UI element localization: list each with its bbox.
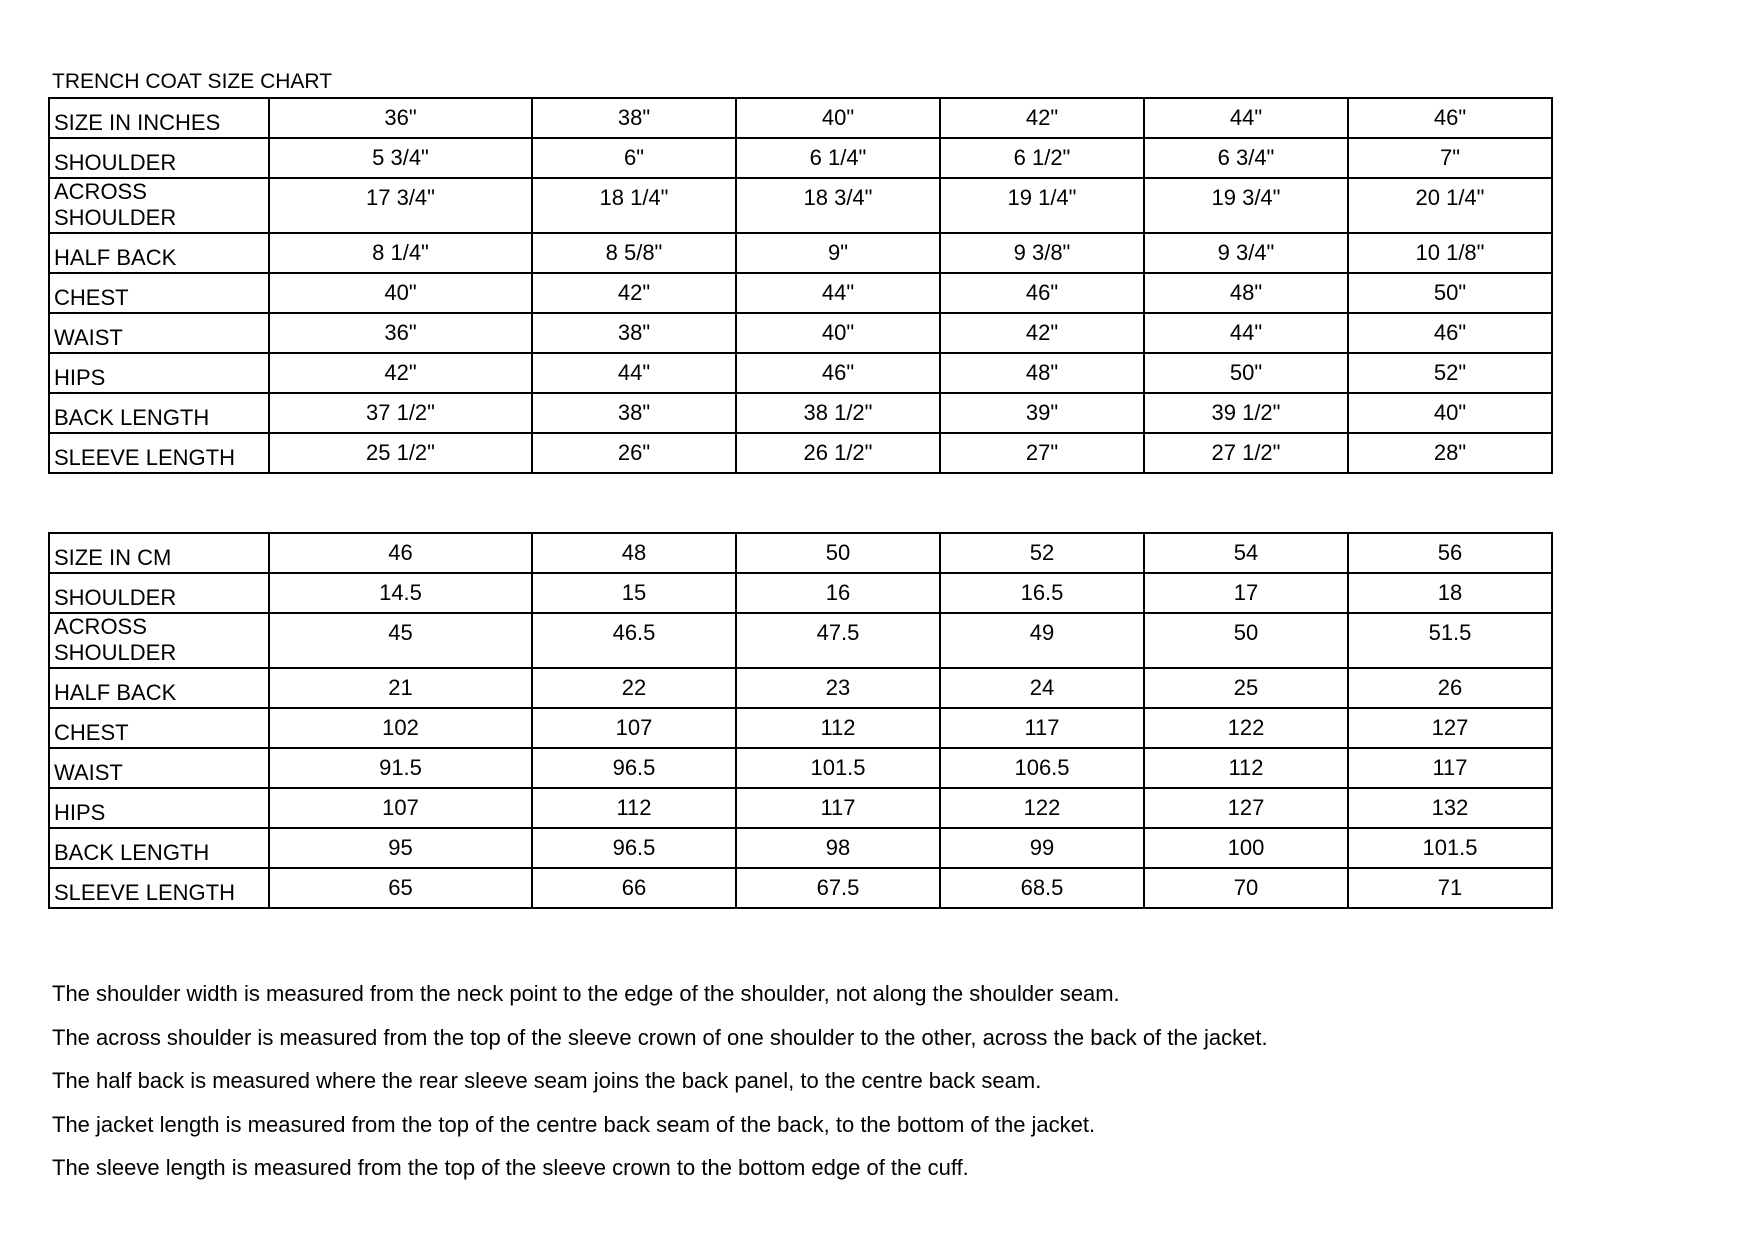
table-cell: 18 <box>1348 573 1552 613</box>
table-cell: 68.5 <box>940 868 1144 908</box>
table-cell: 66 <box>532 868 736 908</box>
table-row <box>49 138 1552 178</box>
table-cell: 42" <box>269 353 532 393</box>
table-cell: 46.5 <box>532 613 736 668</box>
row-label: HIPS <box>49 353 269 393</box>
row-label: SIZE IN CM <box>49 533 269 573</box>
table-cell: 28" <box>1348 433 1552 473</box>
table-cell: 117 <box>940 708 1144 748</box>
table-cell: 23 <box>736 668 940 708</box>
table-cell: 47.5 <box>736 613 940 668</box>
table-row <box>49 353 1552 393</box>
table-cell: 6 3/4" <box>1144 138 1348 178</box>
table-cell: 40" <box>736 313 940 353</box>
table-row <box>49 393 1552 433</box>
row-label: HALF BACK <box>49 233 269 273</box>
table-cell: 8 5/8" <box>532 233 736 273</box>
table-cell: 44" <box>1144 98 1348 138</box>
table-cell: 44" <box>532 353 736 393</box>
note-across-shoulder: The across shoulder is measured from the top of the sleeve crown of one shoulder to the other, across the back of the jacket. <box>52 1024 1268 1050</box>
table-cell: 91.5 <box>269 748 532 788</box>
table-cell: 107 <box>532 708 736 748</box>
table-cell: 112 <box>532 788 736 828</box>
cm-size-table <box>48 532 1553 909</box>
table-cell: 24 <box>940 668 1144 708</box>
table-row <box>49 668 1552 708</box>
table-cell: 112 <box>736 708 940 748</box>
row-label: HALF BACK <box>49 668 269 708</box>
table-cell: 48" <box>1144 273 1348 313</box>
table-cell: 101.5 <box>736 748 940 788</box>
table-cell: 117 <box>1348 748 1552 788</box>
row-label: WAIST <box>49 748 269 788</box>
table-row <box>49 273 1552 313</box>
table-cell: 99 <box>940 828 1144 868</box>
table-cell: 67.5 <box>736 868 940 908</box>
size-chart-title: TRENCH COAT SIZE CHART <box>52 70 333 93</box>
table-cell: 22 <box>532 668 736 708</box>
table-cell: 48" <box>940 353 1144 393</box>
table-cell: 101.5 <box>1348 828 1552 868</box>
table-cell: 27 1/2" <box>1144 433 1348 473</box>
row-label: SIZE IN INCHES <box>49 98 269 138</box>
table-cell: 38" <box>532 313 736 353</box>
table-cell: 52 <box>940 533 1144 573</box>
table-cell: 26 <box>1348 668 1552 708</box>
table-cell: 16.5 <box>940 573 1144 613</box>
table-cell: 100 <box>1144 828 1348 868</box>
table-row <box>49 828 1552 868</box>
table-cell: 38 1/2" <box>736 393 940 433</box>
table-cell: 127 <box>1144 788 1348 828</box>
table-cell: 19 3/4" <box>1144 178 1348 233</box>
table-cell: 122 <box>1144 708 1348 748</box>
table-cell: 65 <box>269 868 532 908</box>
table-cell: 9" <box>736 233 940 273</box>
table-cell: 46" <box>736 353 940 393</box>
table-cell: 117 <box>736 788 940 828</box>
table-cell: 26" <box>532 433 736 473</box>
table-cell: 39 1/2" <box>1144 393 1348 433</box>
table-cell: 18 1/4" <box>532 178 736 233</box>
table-cell: 127 <box>1348 708 1552 748</box>
table-cell: 27" <box>940 433 1144 473</box>
table-cell: 95 <box>269 828 532 868</box>
measurement-notes <box>52 980 1268 1198</box>
table-cell: 16 <box>736 573 940 613</box>
note-half-back: The half back is measured where the rear sleeve seam joins the back panel, to the centre back seam. <box>52 1068 1042 1093</box>
table-cell: 38" <box>532 98 736 138</box>
table-cell: 9 3/4" <box>1144 233 1348 273</box>
table-cell: 42" <box>940 313 1144 353</box>
table-cell: 8 1/4" <box>269 233 532 273</box>
table-row <box>49 178 1552 233</box>
table-cell: 96.5 <box>532 828 736 868</box>
table-cell: 42" <box>532 273 736 313</box>
table-cell: 9 3/8" <box>940 233 1144 273</box>
table-cell: 15 <box>532 573 736 613</box>
note-shoulder-width: The shoulder width is measured from the neck point to the edge of the shoulder, not along the shoulder seam. <box>52 981 1120 1006</box>
table-cell: 51.5 <box>1348 613 1552 668</box>
table-row <box>49 708 1552 748</box>
table-cell: 50 <box>736 533 940 573</box>
table-row <box>49 613 1552 668</box>
table-cell: 122 <box>940 788 1144 828</box>
table-cell: 56 <box>1348 533 1552 573</box>
table-cell: 50" <box>1348 273 1552 313</box>
table-cell: 36" <box>269 313 532 353</box>
table-cell: 14.5 <box>269 573 532 613</box>
table-cell: 10 1/8" <box>1348 233 1552 273</box>
table-cell: 106.5 <box>940 748 1144 788</box>
table-cell: 70 <box>1144 868 1348 908</box>
row-label: ACROSS SHOULDER <box>49 178 269 233</box>
table-cell: 19 1/4" <box>940 178 1144 233</box>
table-cell: 44" <box>736 273 940 313</box>
row-label: SHOULDER <box>49 573 269 613</box>
table-cell: 6" <box>532 138 736 178</box>
table-row <box>49 433 1552 473</box>
table-cell: 42" <box>940 98 1144 138</box>
row-label: ACROSS SHOULDER <box>49 613 269 668</box>
table-cell: 46" <box>940 273 1144 313</box>
row-label: BACK LENGTH <box>49 393 269 433</box>
table-cell: 50" <box>1144 353 1348 393</box>
table-cell: 96.5 <box>532 748 736 788</box>
row-label: BACK LENGTH <box>49 828 269 868</box>
table-row <box>49 533 1552 573</box>
row-label: SLEEVE LENGTH <box>49 433 269 473</box>
table-cell: 98 <box>736 828 940 868</box>
table-cell: 132 <box>1348 788 1552 828</box>
table-cell: 45 <box>269 613 532 668</box>
table-cell: 5 3/4" <box>269 138 532 178</box>
table-cell: 26 1/2" <box>736 433 940 473</box>
table-cell: 18 3/4" <box>736 178 940 233</box>
table-row <box>49 233 1552 273</box>
table-cell: 71 <box>1348 868 1552 908</box>
table-row <box>49 313 1552 353</box>
table-row <box>49 98 1552 138</box>
row-label: WAIST <box>49 313 269 353</box>
table-cell: 40" <box>736 98 940 138</box>
note-jacket-length: The jacket length is measured from the top of the centre back seam of the back, to the bottom of the jacket. <box>52 1111 1096 1137</box>
table-cell: 6 1/4" <box>736 138 940 178</box>
table-cell: 54 <box>1144 533 1348 573</box>
table-cell: 46 <box>269 533 532 573</box>
table-cell: 17 3/4" <box>269 178 532 233</box>
table-cell: 102 <box>269 708 532 748</box>
row-label: HIPS <box>49 788 269 828</box>
table-cell: 50 <box>1144 613 1348 668</box>
table-cell: 25 <box>1144 668 1348 708</box>
table-cell: 49 <box>940 613 1144 668</box>
table-cell: 25 1/2" <box>269 433 532 473</box>
row-label: SHOULDER <box>49 138 269 178</box>
table-cell: 107 <box>269 788 532 828</box>
table-cell: 112 <box>1144 748 1348 788</box>
table-cell: 37 1/2" <box>269 393 532 433</box>
table-cell: 40" <box>1348 393 1552 433</box>
table-cell: 39" <box>940 393 1144 433</box>
table-cell: 44" <box>1144 313 1348 353</box>
table-cell: 36" <box>269 98 532 138</box>
table-cell: 48 <box>532 533 736 573</box>
table-cell: 40" <box>269 273 532 313</box>
table-cell: 38" <box>532 393 736 433</box>
table-cell: 7" <box>1348 138 1552 178</box>
table-row <box>49 748 1552 788</box>
table-row <box>49 573 1552 613</box>
table-cell: 46" <box>1348 98 1552 138</box>
note-sleeve-length: The sleeve length is measured from the top of the sleeve crown to the bottom edge of the cuff. <box>52 1155 969 1180</box>
table-row <box>49 868 1552 908</box>
table-cell: 6 1/2" <box>940 138 1144 178</box>
table-cell: 20 1/4" <box>1348 178 1552 233</box>
table-cell: 52" <box>1348 353 1552 393</box>
table-cell: 46" <box>1348 313 1552 353</box>
table-cell: 17 <box>1144 573 1348 613</box>
row-label: CHEST <box>49 273 269 313</box>
table-row <box>49 788 1552 828</box>
row-label: SLEEVE LENGTH <box>49 868 269 908</box>
inches-size-table <box>48 97 1553 474</box>
row-label: CHEST <box>49 708 269 748</box>
table-cell: 21 <box>269 668 532 708</box>
